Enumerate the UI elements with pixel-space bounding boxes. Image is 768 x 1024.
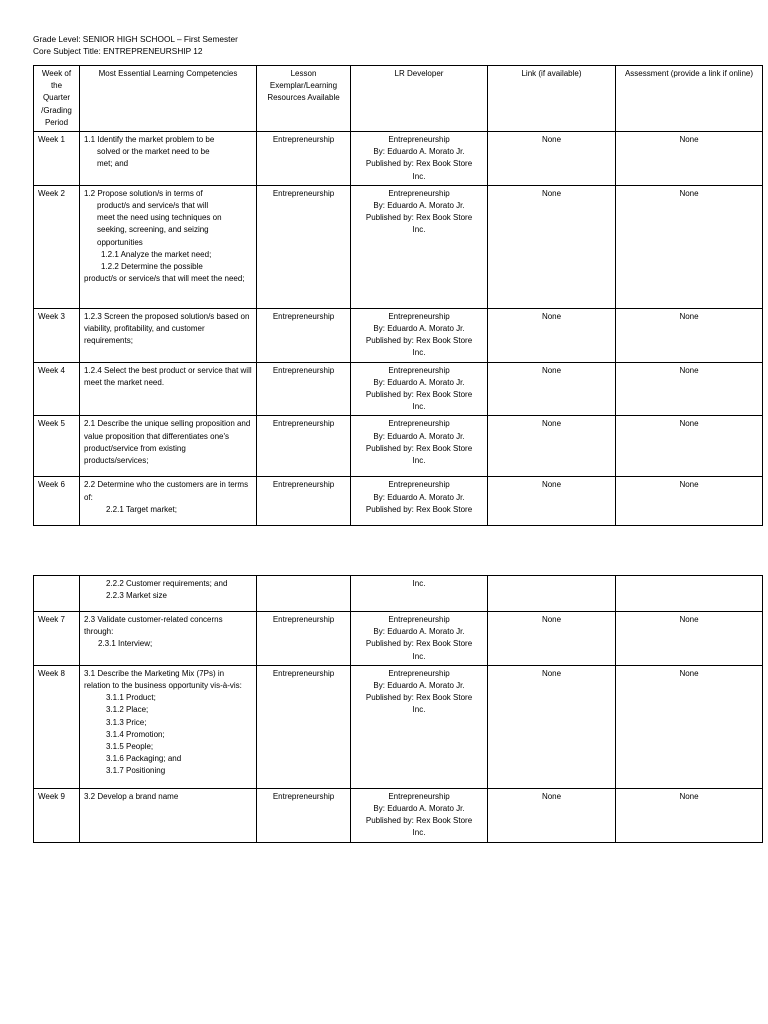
competency-line: opportunities bbox=[97, 237, 143, 247]
lr-title: Entrepreneurship bbox=[388, 668, 450, 678]
lr-inc: Inc. bbox=[412, 402, 426, 412]
lr-inc: Inc. bbox=[412, 828, 426, 838]
lr-inc: Inc. bbox=[412, 651, 426, 661]
competency-line: 2.2.1 Target market; bbox=[106, 504, 177, 514]
competency-line: 3.1.5 People; bbox=[106, 742, 154, 752]
competency-line: solved or the market need to be bbox=[97, 147, 210, 157]
competency-line: met; and bbox=[97, 159, 129, 169]
competency-line: product/s or service/s that will meet the need; bbox=[84, 274, 245, 284]
lesson-cell: Entrepreneurship bbox=[257, 185, 351, 308]
lr-publisher: Published by: Rex Book Store bbox=[365, 443, 473, 453]
week-cell: Week 4 bbox=[34, 362, 80, 416]
competency-line: 1.1 Identify the market problem to be bbox=[84, 135, 215, 145]
lr-developer-cell bbox=[351, 576, 488, 612]
week-cell: Week 2 bbox=[34, 185, 80, 308]
competency-cell bbox=[80, 665, 257, 788]
competency-cell bbox=[80, 576, 257, 612]
lesson-cell: Entrepreneurship bbox=[257, 308, 351, 362]
link-cell: None bbox=[488, 185, 616, 308]
assessment-cell: None bbox=[616, 477, 763, 526]
lr-title: Entrepreneurship bbox=[388, 188, 450, 198]
competency-cell bbox=[80, 308, 257, 362]
assessment-cell: None bbox=[616, 185, 763, 308]
assessment-cell: None bbox=[616, 612, 763, 666]
week-cell: Week 6 bbox=[34, 477, 80, 526]
col-header-week: Week of the Quarter /Grading Period bbox=[34, 66, 80, 132]
link-cell: None bbox=[488, 362, 616, 416]
assessment-cell: None bbox=[616, 416, 763, 477]
lr-publisher: Published by: Rex Book Store bbox=[365, 504, 473, 514]
competency-line: 1.2.4 Select the best product or service that will meet the market need. bbox=[84, 365, 252, 387]
lr-developer-cell bbox=[351, 612, 488, 666]
lr-publisher: Published by: Rex Book Store bbox=[365, 159, 473, 169]
lr-publisher: Published by: Rex Book Store bbox=[365, 639, 473, 649]
curriculum-table-page-2 bbox=[33, 575, 763, 843]
competency-line: 2.1 Describe the unique selling proposition and value proposition that differentiates one's product/service from existing products/services; bbox=[84, 419, 251, 466]
competency-line: product/s and service/s that will bbox=[97, 201, 209, 211]
lr-inc: Inc. bbox=[412, 705, 426, 715]
lr-inc: Inc. bbox=[412, 225, 426, 235]
lesson-cell: Entrepreneurship bbox=[257, 362, 351, 416]
competency-line: 1.2 Propose solution/s in terms of bbox=[84, 188, 203, 198]
assessment-cell: None bbox=[616, 308, 763, 362]
competency-line: 3.1.7 Positioning bbox=[106, 766, 166, 776]
col-header-lr-developer: LR Developer bbox=[351, 66, 488, 132]
competency-cell bbox=[80, 477, 257, 526]
competency-cell bbox=[80, 362, 257, 416]
lr-publisher: Published by: Rex Book Store bbox=[365, 336, 473, 346]
lr-title: Entrepreneurship bbox=[388, 419, 450, 429]
lr-developer-cell bbox=[351, 788, 488, 842]
link-cell: None bbox=[488, 788, 616, 842]
competency-line: 3.1.3 Price; bbox=[106, 717, 147, 727]
lr-inc: Inc. bbox=[412, 171, 426, 181]
lr-author: By: Eduardo A. Morato Jr. bbox=[373, 431, 465, 441]
competency-line: 1.2.2 Determine the possible bbox=[101, 262, 203, 272]
competency-line: 1.2.3 Screen the proposed solution/s based on viability, profitability, and customer requirements; bbox=[84, 311, 250, 346]
table-row bbox=[34, 612, 763, 666]
assessment-cell: None bbox=[616, 132, 763, 186]
competency-line: 3.1.4 Promotion; bbox=[106, 729, 165, 739]
lr-author: By: Eduardo A. Morato Jr. bbox=[373, 681, 465, 691]
competency-line: 1.2.1 Analyze the market need; bbox=[101, 249, 212, 259]
link-cell: None bbox=[488, 308, 616, 362]
competency-cell bbox=[80, 185, 257, 308]
lr-author: By: Eduardo A. Morato Jr. bbox=[373, 377, 465, 387]
link-cell: None bbox=[488, 416, 616, 477]
table-row bbox=[34, 665, 763, 788]
core-subject-line: Core Subject Title: ENTREPRENEURSHIP 12 bbox=[33, 46, 203, 56]
link-cell: None bbox=[488, 132, 616, 186]
table-row bbox=[34, 576, 763, 612]
col-header-competencies: Most Essential Learning Competencies bbox=[80, 66, 257, 132]
competency-line: 3.1.6 Packaging; and bbox=[106, 754, 182, 764]
link-cell: None bbox=[488, 477, 616, 526]
lr-title: Entrepreneurship bbox=[388, 480, 450, 490]
competency-line: 3.1 Describe the Marketing Mix (7Ps) in relation to the business opportunity vis-à-vis: bbox=[84, 668, 242, 691]
curriculum-table-page-1 bbox=[33, 65, 763, 526]
week-cell: Week 1 bbox=[34, 132, 80, 186]
grade-level-line: Grade Level: SENIOR HIGH SCHOOL – First Semester bbox=[33, 34, 238, 44]
lr-developer-cell bbox=[351, 185, 488, 308]
assessment-cell bbox=[616, 576, 763, 612]
lr-title: Entrepreneurship bbox=[388, 791, 450, 801]
competency-line: meet the need using techniques on bbox=[97, 213, 222, 223]
lr-developer-cell bbox=[351, 308, 488, 362]
lr-developer-cell bbox=[351, 362, 488, 416]
week-cell: Week 8 bbox=[34, 665, 80, 788]
lr-inc: Inc. bbox=[412, 579, 426, 588]
lr-developer-cell bbox=[351, 665, 488, 788]
lesson-cell: Entrepreneurship bbox=[257, 416, 351, 477]
week-cell bbox=[34, 576, 80, 612]
lesson-cell: Entrepreneurship bbox=[257, 665, 351, 788]
lr-publisher: Published by: Rex Book Store bbox=[365, 390, 473, 400]
table-header-row bbox=[34, 66, 763, 132]
assessment-cell: None bbox=[616, 665, 763, 788]
table-row bbox=[34, 308, 763, 362]
competency-line: 3.2 Develop a brand name bbox=[84, 791, 179, 801]
competency-cell bbox=[80, 788, 257, 842]
lr-inc: Inc. bbox=[412, 456, 426, 466]
week-cell: Week 3 bbox=[34, 308, 80, 362]
table-row bbox=[34, 362, 763, 416]
lr-developer-cell bbox=[351, 132, 488, 186]
lr-author: By: Eduardo A. Morato Jr. bbox=[373, 324, 465, 334]
competency-cell bbox=[80, 416, 257, 477]
competency-line: seeking, screening, and seizing bbox=[97, 225, 209, 235]
col-header-lesson: Lesson Exemplar/Learning Resources Available bbox=[257, 66, 351, 132]
competency-line: 3.1.1 Product; bbox=[106, 693, 156, 703]
link-cell bbox=[488, 576, 616, 612]
competency-line: 2.2 Determine who the customers are in terms of: bbox=[84, 480, 249, 502]
col-header-assessment: Assessment (provide a link if online) bbox=[616, 66, 763, 132]
week-cell: Week 7 bbox=[34, 612, 80, 666]
table-row bbox=[34, 132, 763, 186]
col-header-link: Link (if available) bbox=[488, 66, 616, 132]
week-cell: Week 5 bbox=[34, 416, 80, 477]
lr-publisher: Published by: Rex Book Store bbox=[365, 816, 473, 826]
lesson-cell: Entrepreneurship bbox=[257, 477, 351, 526]
competency-cell bbox=[80, 612, 257, 666]
lr-author: By: Eduardo A. Morato Jr. bbox=[373, 627, 465, 637]
table-row bbox=[34, 788, 763, 842]
lr-publisher: Published by: Rex Book Store bbox=[365, 693, 473, 703]
lr-title: Entrepreneurship bbox=[388, 135, 450, 145]
competency-line: 3.1.2 Place; bbox=[106, 705, 149, 715]
lr-title: Entrepreneurship bbox=[388, 365, 450, 375]
competency-cell bbox=[80, 132, 257, 186]
lr-author: By: Eduardo A. Morato Jr. bbox=[373, 492, 465, 502]
assessment-cell: None bbox=[616, 362, 763, 416]
lr-author: By: Eduardo A. Morato Jr. bbox=[373, 804, 465, 814]
lesson-cell: Entrepreneurship bbox=[257, 612, 351, 666]
lr-developer-cell bbox=[351, 477, 488, 526]
lr-publisher: Published by: Rex Book Store bbox=[365, 213, 473, 223]
lr-title: Entrepreneurship bbox=[388, 311, 450, 321]
lesson-cell bbox=[257, 576, 351, 612]
link-cell: None bbox=[488, 665, 616, 788]
lr-title: Entrepreneurship bbox=[388, 615, 450, 624]
lr-inc: Inc. bbox=[412, 348, 426, 358]
lr-author: By: Eduardo A. Morato Jr. bbox=[373, 201, 465, 211]
lr-developer-cell bbox=[351, 416, 488, 477]
link-cell: None bbox=[488, 612, 616, 666]
competency-line: 2.2.2 Customer requirements; and bbox=[106, 579, 228, 588]
assessment-cell: None bbox=[616, 788, 763, 842]
table-row bbox=[34, 477, 763, 526]
lesson-cell: Entrepreneurship bbox=[257, 132, 351, 186]
competency-line: 2.3 Validate customer-related concerns through: bbox=[84, 615, 223, 637]
table-row bbox=[34, 185, 763, 308]
competency-line: 2.3.1 Interview; bbox=[98, 639, 153, 649]
week-cell: Week 9 bbox=[34, 788, 80, 842]
lr-author: By: Eduardo A. Morato Jr. bbox=[373, 147, 465, 157]
lesson-cell: Entrepreneurship bbox=[257, 788, 351, 842]
table-row bbox=[34, 416, 763, 477]
competency-line: 2.2.3 Market size bbox=[106, 591, 167, 601]
